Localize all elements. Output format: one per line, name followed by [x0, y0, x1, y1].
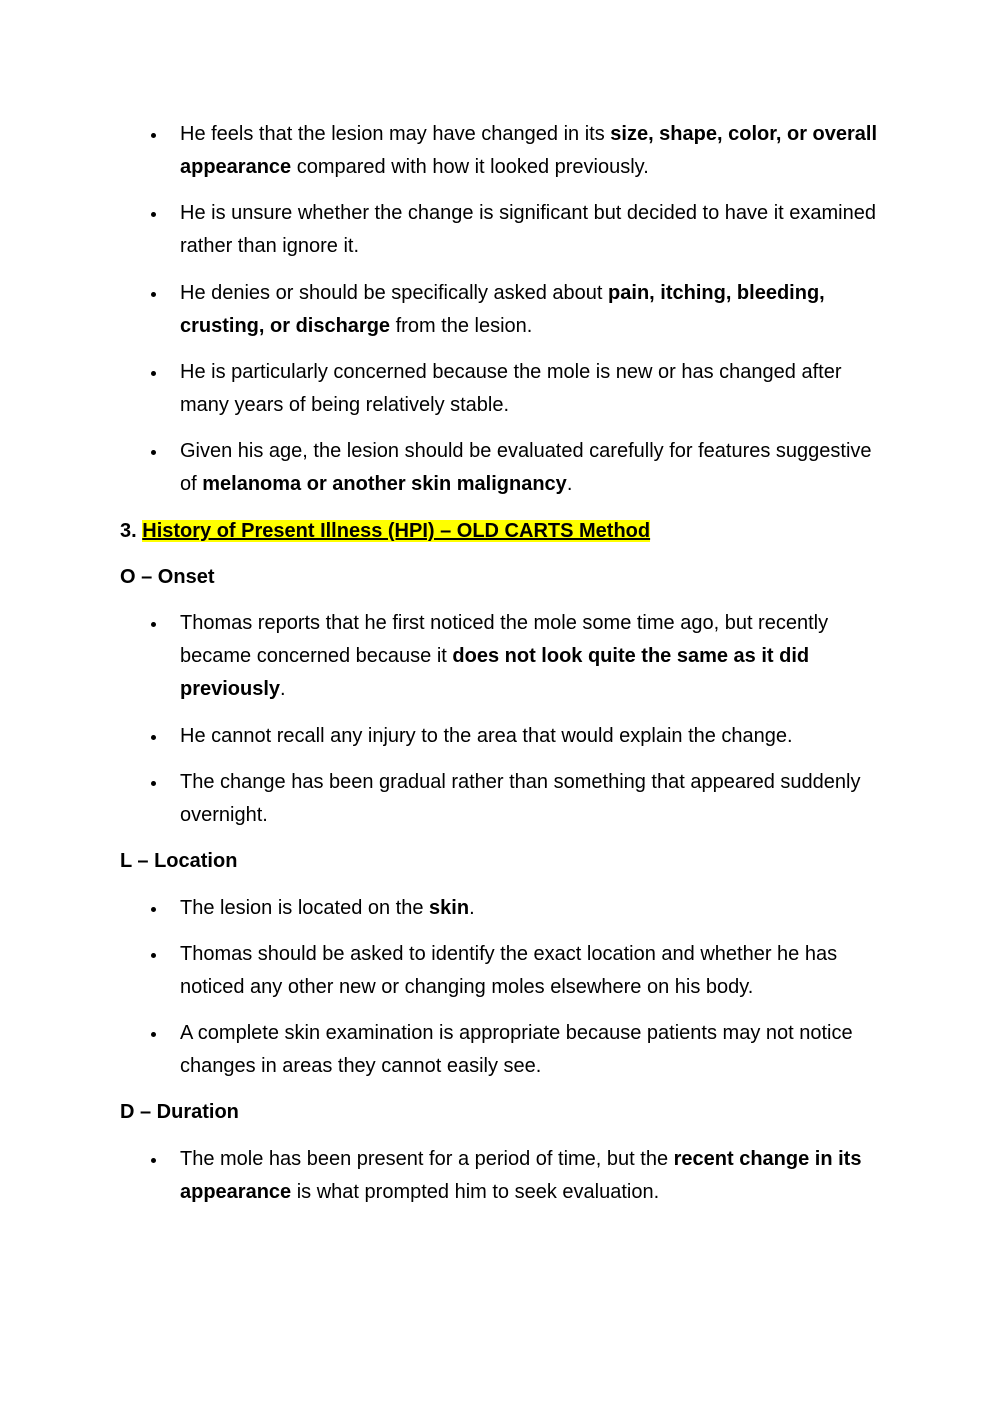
- bullet-text: The change has been gradual rather than something that appeared suddenly overnight.: [180, 771, 861, 826]
- bullet-icon: [151, 212, 156, 217]
- bullet-bold-text: recent change in its appearance: [180, 1148, 862, 1203]
- bullet-icon: [151, 133, 156, 138]
- bullet-bold-text: melanoma or another skin malignancy: [202, 473, 567, 495]
- bullet-text: Thomas should be asked to identify the exact location and whether he has noticed any other new or changing moles elsewhere on his body.: [180, 943, 838, 998]
- bullet-text: He feels that the lesion may have changed in its: [180, 123, 611, 145]
- bullet-icon: [151, 1032, 156, 1037]
- list-item: [180, 435, 880, 501]
- bullet-icon: [151, 371, 156, 376]
- bullet-bold-text: pain, itching, bleeding, crusting, or discharge: [180, 282, 825, 337]
- bullet-text: He denies or should be specifically asked about: [180, 282, 609, 304]
- list-item: [180, 356, 880, 422]
- list-item: [180, 892, 880, 925]
- bullet-text: Given his age, the lesion should be evaluated carefully for features suggestive of: [180, 440, 872, 495]
- bullet-text: He is particularly concerned because the mole is new or has changed after many years of being relatively stable.: [180, 361, 842, 416]
- bullet-icon: [151, 450, 156, 455]
- list-item: [180, 1143, 880, 1209]
- bullet-text: The mole has been present for a period of time, but the: [180, 1148, 674, 1170]
- bullet-text: He is unsure whether the change is significant but decided to have it examined rather than ignore it.: [180, 202, 876, 257]
- list-item: [180, 1017, 880, 1083]
- list-item: [180, 277, 880, 343]
- section-heading: [120, 516, 650, 546]
- bullet-text: He cannot recall any injury to the area that would explain the change.: [180, 725, 793, 747]
- subheading-onset: O – Onset: [120, 566, 215, 588]
- bullet-text: Thomas reports that he first noticed the mole some time ago, but recently became concerned because it: [180, 612, 829, 667]
- bullet-icon: [151, 953, 156, 958]
- section-title-highlighted: History of Present Illness (HPI) – OLD CARTS Method: [142, 520, 651, 542]
- subheading-duration: D – Duration: [120, 1101, 239, 1123]
- bullet-icon: [151, 907, 156, 912]
- bullet-bold-text: does not look quite the same as it did previously: [180, 645, 810, 700]
- bullet-text: is what prompted him to seek evaluation.: [291, 1181, 660, 1203]
- list-item: [180, 607, 880, 706]
- bullet-text: .: [280, 678, 286, 700]
- bullet-bold-text: skin: [429, 897, 470, 919]
- subheading-location: L – Location: [120, 850, 238, 872]
- bullet-icon: [151, 622, 156, 627]
- bullet-icon: [151, 781, 156, 786]
- bullet-text: A complete skin examination is appropriate because patients may not notice changes in areas they cannot easily see.: [180, 1022, 853, 1077]
- bullet-text: compared with how it looked previously.: [291, 156, 649, 178]
- list-item: [180, 720, 880, 753]
- bullet-text: The lesion is located on the: [180, 897, 430, 919]
- bullet-icon: [151, 1158, 156, 1163]
- list-item: [180, 766, 880, 832]
- section-number: 3.: [120, 520, 143, 542]
- list-item: [180, 197, 880, 263]
- bullet-icon: [151, 735, 156, 740]
- list-item: [180, 938, 880, 1004]
- list-item: [180, 118, 880, 184]
- bullet-icon: [151, 292, 156, 297]
- bullet-text: .: [566, 473, 573, 495]
- bullet-bold-text: size, shape, color, or overall appearance: [180, 123, 878, 178]
- bullet-text: .: [469, 897, 475, 919]
- bullet-text: from the lesion.: [390, 315, 533, 337]
